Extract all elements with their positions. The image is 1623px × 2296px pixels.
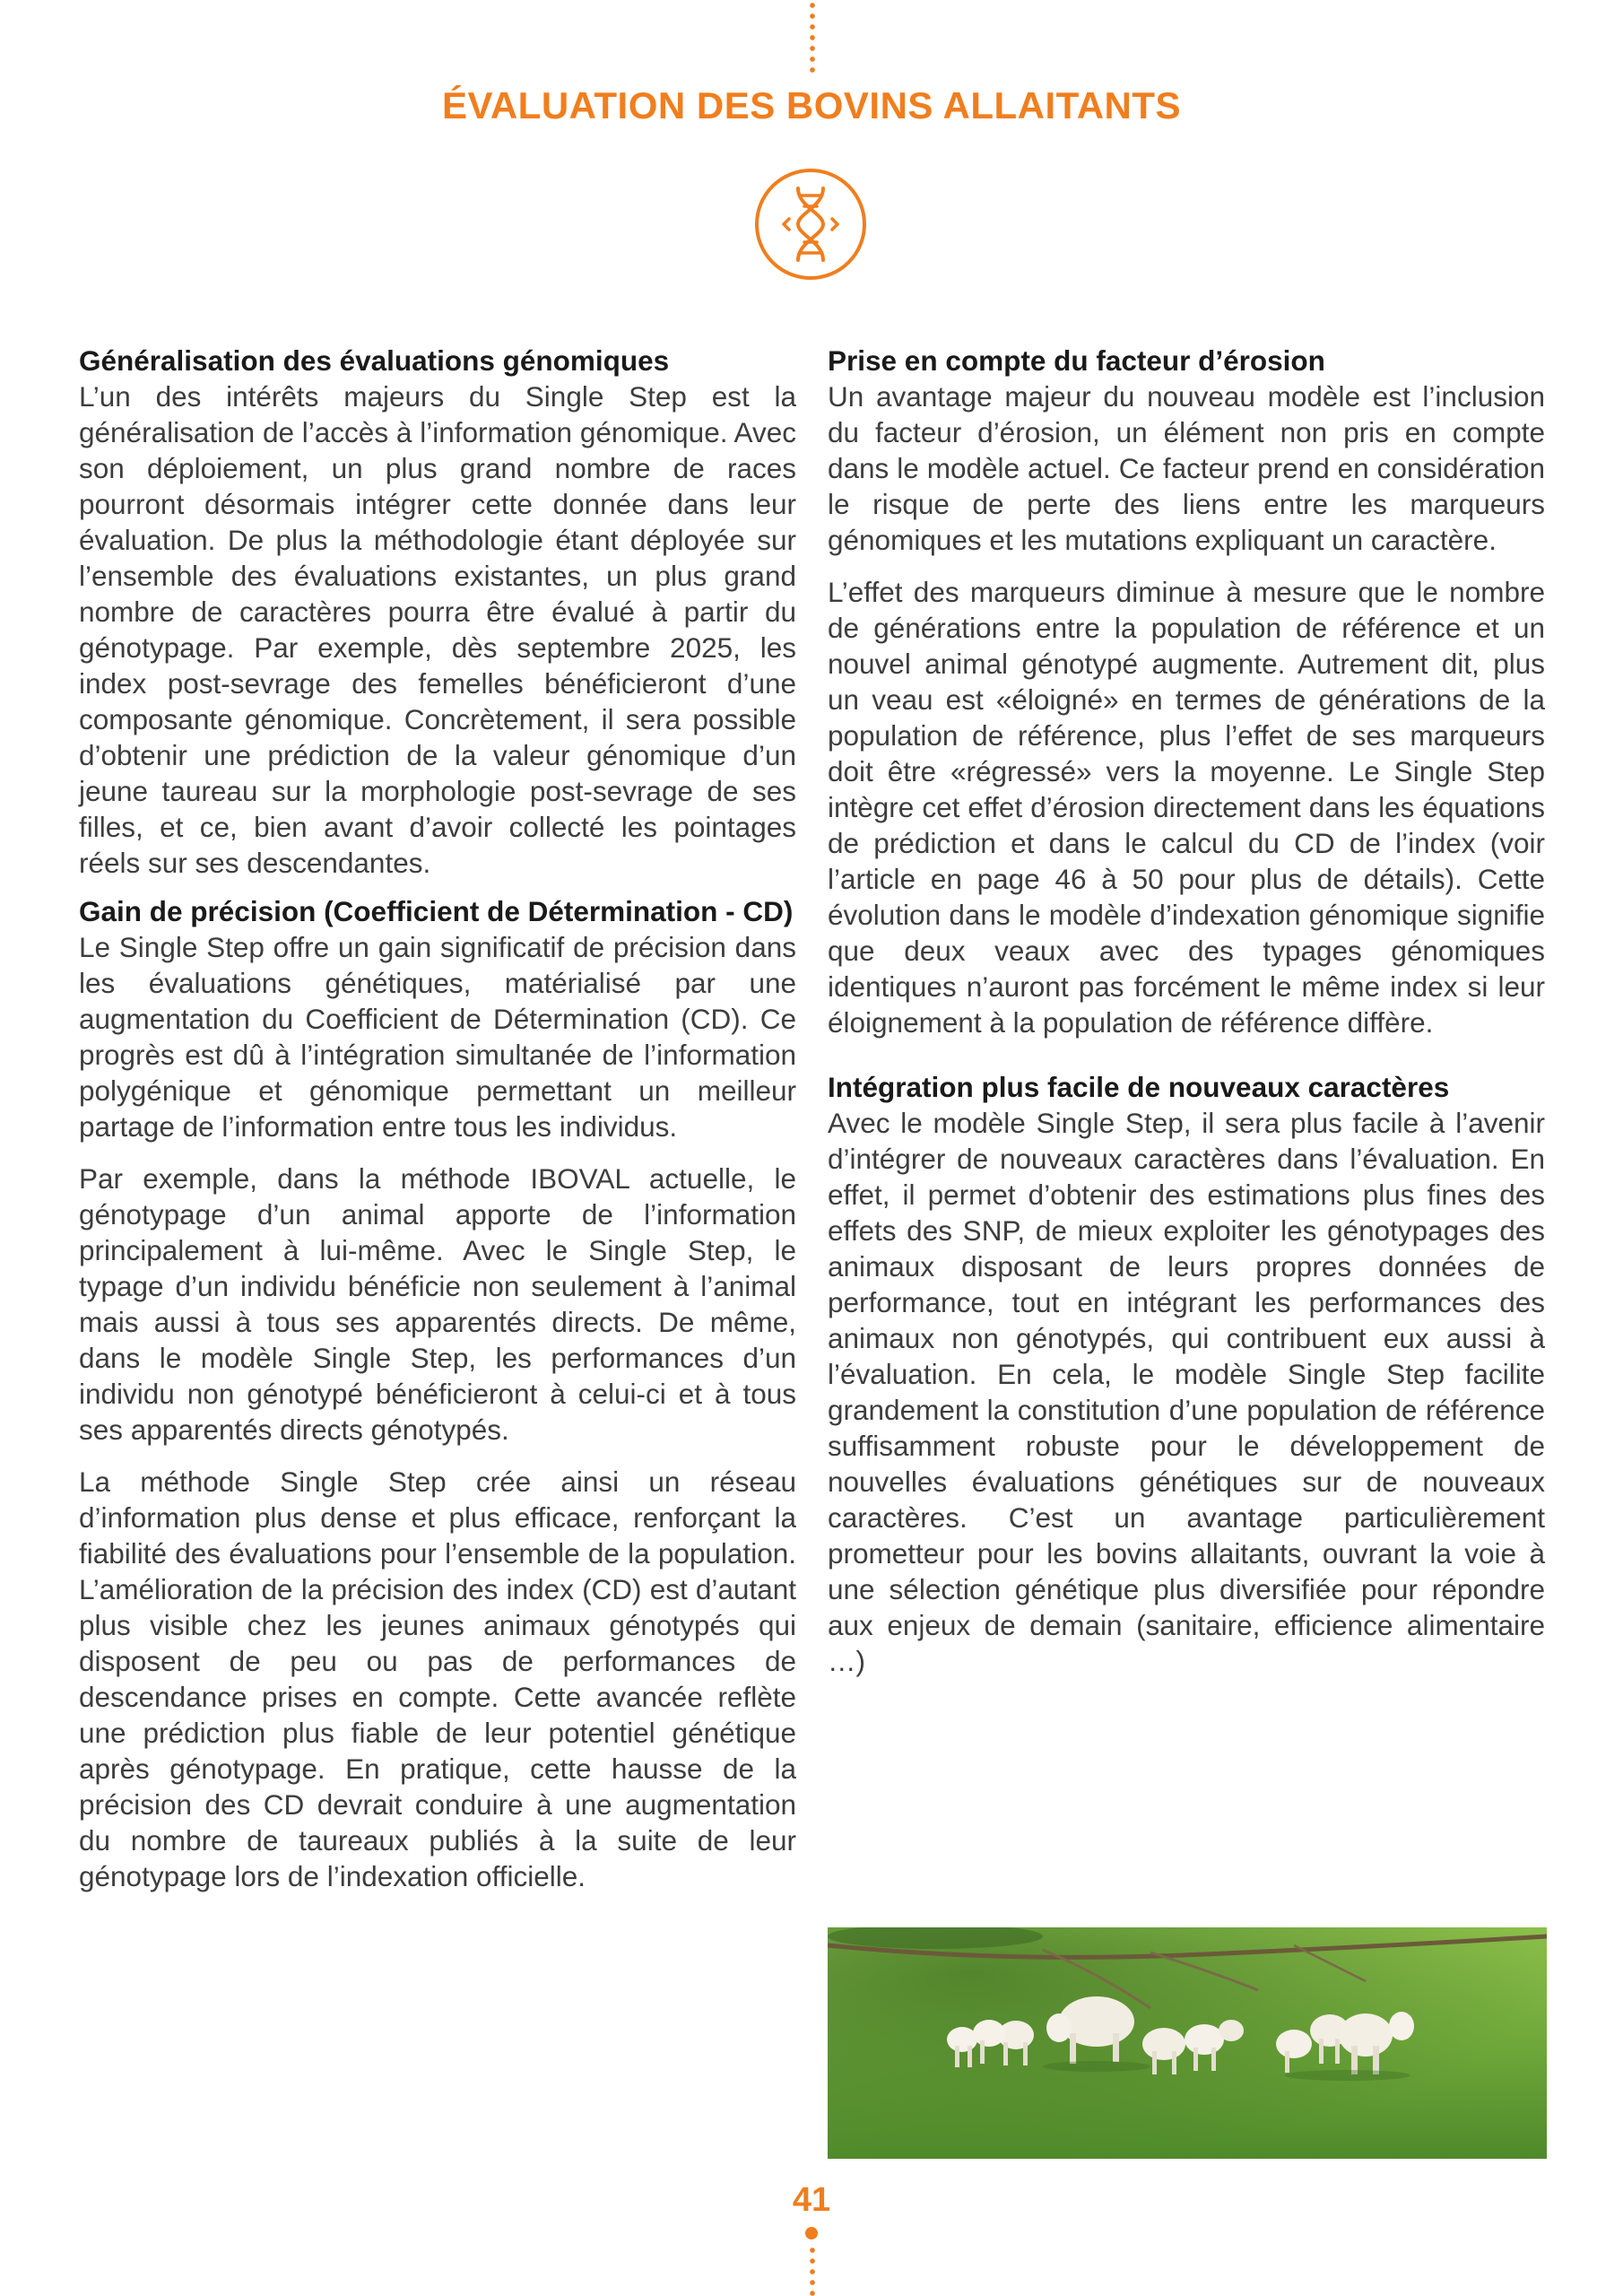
paragraph: Un avantage majeur du nouveau modèle est l’inclusion du facteur d’érosion, un élément non pris en compte dans le modèle actuel. Ce facteur prend en considération le risque de perte des liens entre les marqueurs génomiques et les mutations expliquant un caractère. <box>828 380 1545 556</box>
bottom-dotted-line <box>810 2245 815 2296</box>
page-number: 41 <box>792 2181 831 2219</box>
section-heading-erosion-factor: Prise en compte du facteur d’érosion <box>828 344 1325 377</box>
page-marker-dot <box>805 2227 818 2239</box>
paragraph: Le Single Step offre un gain significatif de précision dans les évaluations génétiques, matérialisé par une augmentation du Coefficient de Détermination (CD). Ce progrès est dû à l’intégration simultanée de l’information polygénique et génomique permettant un meilleur partage de l’information entre tous les individus. <box>79 931 796 1143</box>
paragraph: La méthode Single Step crée ainsi un réseau d’information plus dense et plus efficace, renforçant la fiabilité des évaluations pour l’ensemble de la population. L’amélioration de la précision des index (CD) est d’autant plus visible chez les jeunes animaux génotypés qui disposent de peu ou pas de performances de descendance prises en compte. Cette avancée reflète une prédiction plus fiable de leur potentiel génétique après génotypage. En pratique, cette hausse de la précision des CD devrait conduire à une augmentation du nombre de taureaux publiés à la suite de leur génotypage lors de l’indexation officielle. <box>79 1465 796 1892</box>
section-heading-genomic-generalisation: Généralisation des évaluations génomiques <box>79 344 670 377</box>
paragraph: Avec le modèle Single Step, il sera plus facile à l’avenir d’intégrer de nouveaux caractères dans l’évaluation. En effet, il permet d’obtenir des estimations plus fines des effets des SNP, de mieux exploiter les génotypages des animaux disposant de leurs propres données de performance, tout en intégrant les performances des animaux non génotypés, qui contribuent eux aussi à l’évaluation. En cela, le modèle Single Step facilite grandement la constitution d’une population de référence suffisamment robuste pour le développement de nouvelles évaluations génétiques sur de nouveaux caractères. C’est un avantage particulièrement prometteur pour les bovins allaitants, ouvrant la voie à une sélection génétique plus diversifiée pour répondre aux enjeux de demain (sanitaire, efficience alimentaire …) <box>828 1107 1545 1677</box>
dna-icon <box>753 167 868 282</box>
section-heading-new-traits: Intégration plus facile de nouveaux caractères <box>828 1071 1450 1103</box>
left-column <box>79 343 796 1910</box>
cattle-pasture-photo <box>828 1927 1547 2159</box>
top-dotted-line <box>810 0 815 74</box>
paragraph: Par exemple, dans la méthode IBOVAL actuelle, le génotypage d’un animal apporte de l’information principalement à lui-même. Avec le Single Step, le typage d’un individu bénéficie non seulement à l’animal mais aussi à tous ses apparentés directs. De même, dans le modèle Single Step, les performances d’un individu non génotypé bénéficieront à celui-ci et à tous ses apparentés directs génotypés. <box>79 1162 796 1446</box>
paragraph: L’un des intérêts majeurs du Single Step est la généralisation de l’accès à l’information génomique. Avec son déploiement, un plus grand nombre de races pourront désormais intégrer cette donnée dans leur évaluation. De plus la méthodologie étant déployée sur l’ensemble des évaluations existantes, un plus grand nombre de caractères pourra être évalué à partir du génotypage. Par exemple, dès septembre 2025, les index post-sevrage des femelles bénéficieront d’une composante génomique. Concrètement, il sera possible d’obtenir une prédiction de la valeur génomique d’un jeune taureau sur la morphologie post-sevrage de ses filles, et ce, bien avant d’avoir collecté les pointages réels sur ses descendantes. <box>79 380 796 879</box>
section-heading-precision-gain: Gain de précision (Coefficient de Détermination - CD) <box>79 895 794 927</box>
page-title: ÉVALUATION DES BOVINS ALLAITANTS <box>441 84 1182 126</box>
right-column <box>828 343 1545 1695</box>
paragraph: L’effet des marqueurs diminue à mesure que le nombre de générations entre la population de référence et un nouvel animal génotypé augmente. Autrement dit, plus un veau est «éloigné» en termes de générations de la population de référence, plus l’effet de ses marqueurs doit être «régressé» vers la moyenne. Le Single Step intègre cet effet d’érosion directement dans les équations de prédiction et dans le calcul du CD de l’index (voir l’article en page 46 à 50 pour plus de détails). Cette évolution dans le modèle d’indexation génomique signifie que deux veaux avec des typages génomiques identiques n’auront pas forcément le même index si leur éloignement à la population de référence diffère. <box>828 576 1545 1039</box>
